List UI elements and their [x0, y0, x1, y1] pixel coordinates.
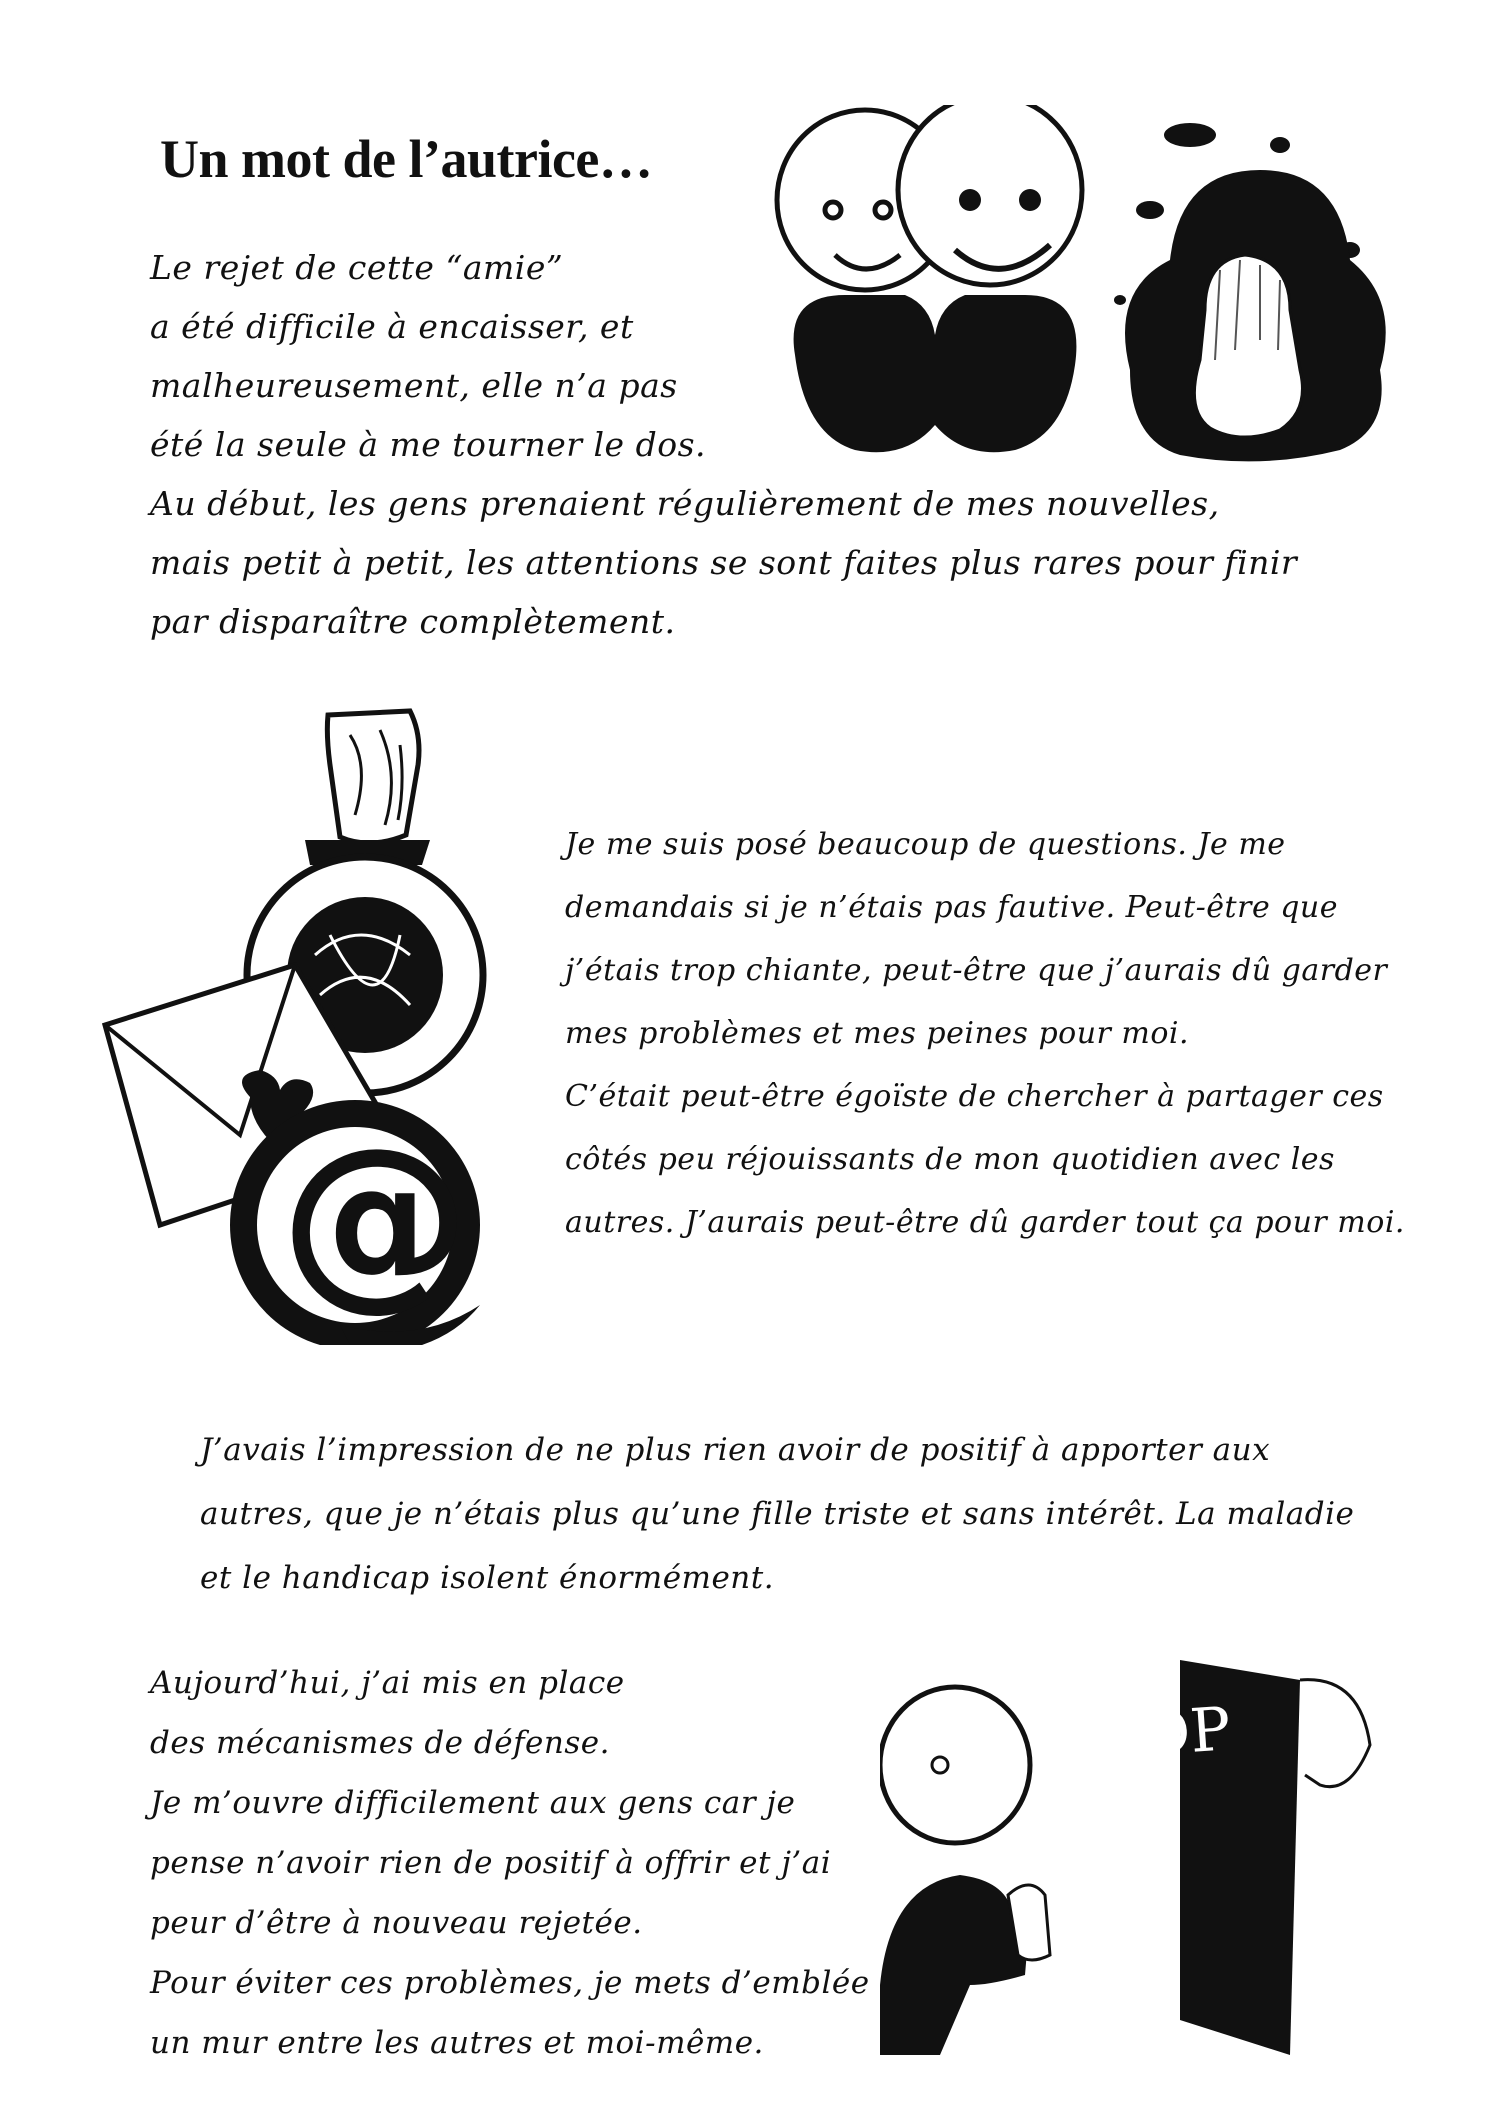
paragraph-1	[150, 238, 1297, 651]
at-sign: @	[280, 1107, 470, 1328]
text-line: Le rejet de cette “amie”	[150, 248, 564, 287]
text-line: Je me suis posé beaucoup de questions. Je me	[565, 827, 1286, 862]
text-line: Au début, les gens prenaient régulièrement de mes nouvelles,	[150, 484, 1220, 523]
text-line: a été difficile à encaisser, et	[150, 307, 634, 346]
text-line: autres. J’aurais peut-être dû garder tout ça pour moi.	[565, 1205, 1405, 1240]
text-line: été la seule à me tourner le dos.	[150, 425, 706, 464]
text-line: J’avais l’impression de ne plus rien avoir de positif à apporter aux	[200, 1432, 1271, 1468]
text-line: mais petit à petit, les attentions se sont faites plus rares pour finir	[150, 543, 1298, 582]
text-line: Aujourd’hui, j’ai mis en place	[150, 1665, 625, 1701]
paragraph-4	[150, 1653, 870, 2073]
text-line: autres, que je n’étais plus qu’une fille triste et sans intérêt. La maladie	[200, 1496, 1355, 1532]
text-line: Je m’ouvre difficilement aux gens car je	[150, 1785, 796, 1821]
page-title: Un mot de l’autrice…	[160, 129, 653, 189]
text-line: et le handicap isolent énormément.	[200, 1560, 775, 1596]
text-line: peur d’être à nouveau rejetée.	[150, 1905, 643, 1941]
text-line: par disparaître complètement.	[150, 602, 676, 641]
text-line: mes problèmes et mes peines pour moi.	[565, 1016, 1190, 1051]
paragraph-2	[565, 813, 1405, 1254]
paragraph-3	[200, 1418, 1354, 1610]
text-line: pense n’avoir rien de positif à offrir et j’ai	[150, 1845, 832, 1881]
text-line: Pour éviter ces problèmes, je mets d’emblée	[150, 1965, 870, 2001]
text-line: C’était peut-être égoïste de chercher à partager ces	[565, 1079, 1384, 1114]
text-line: un mur entre les autres et moi-même.	[150, 2025, 764, 2061]
text-line: j’étais trop chiante, peut-être que j’aurais dû garder	[565, 953, 1388, 988]
text-line: malheureusement, elle n’a pas	[150, 366, 678, 405]
stop-sign-text: STOP	[1057, 1694, 1233, 1776]
text-line: demandais si je n’étais pas fautive. Peut-être que	[565, 890, 1339, 925]
text-line: côtés peu réjouissants de mon quotidien avec les	[565, 1142, 1335, 1177]
text-line: des mécanismes de défense.	[150, 1725, 610, 1761]
